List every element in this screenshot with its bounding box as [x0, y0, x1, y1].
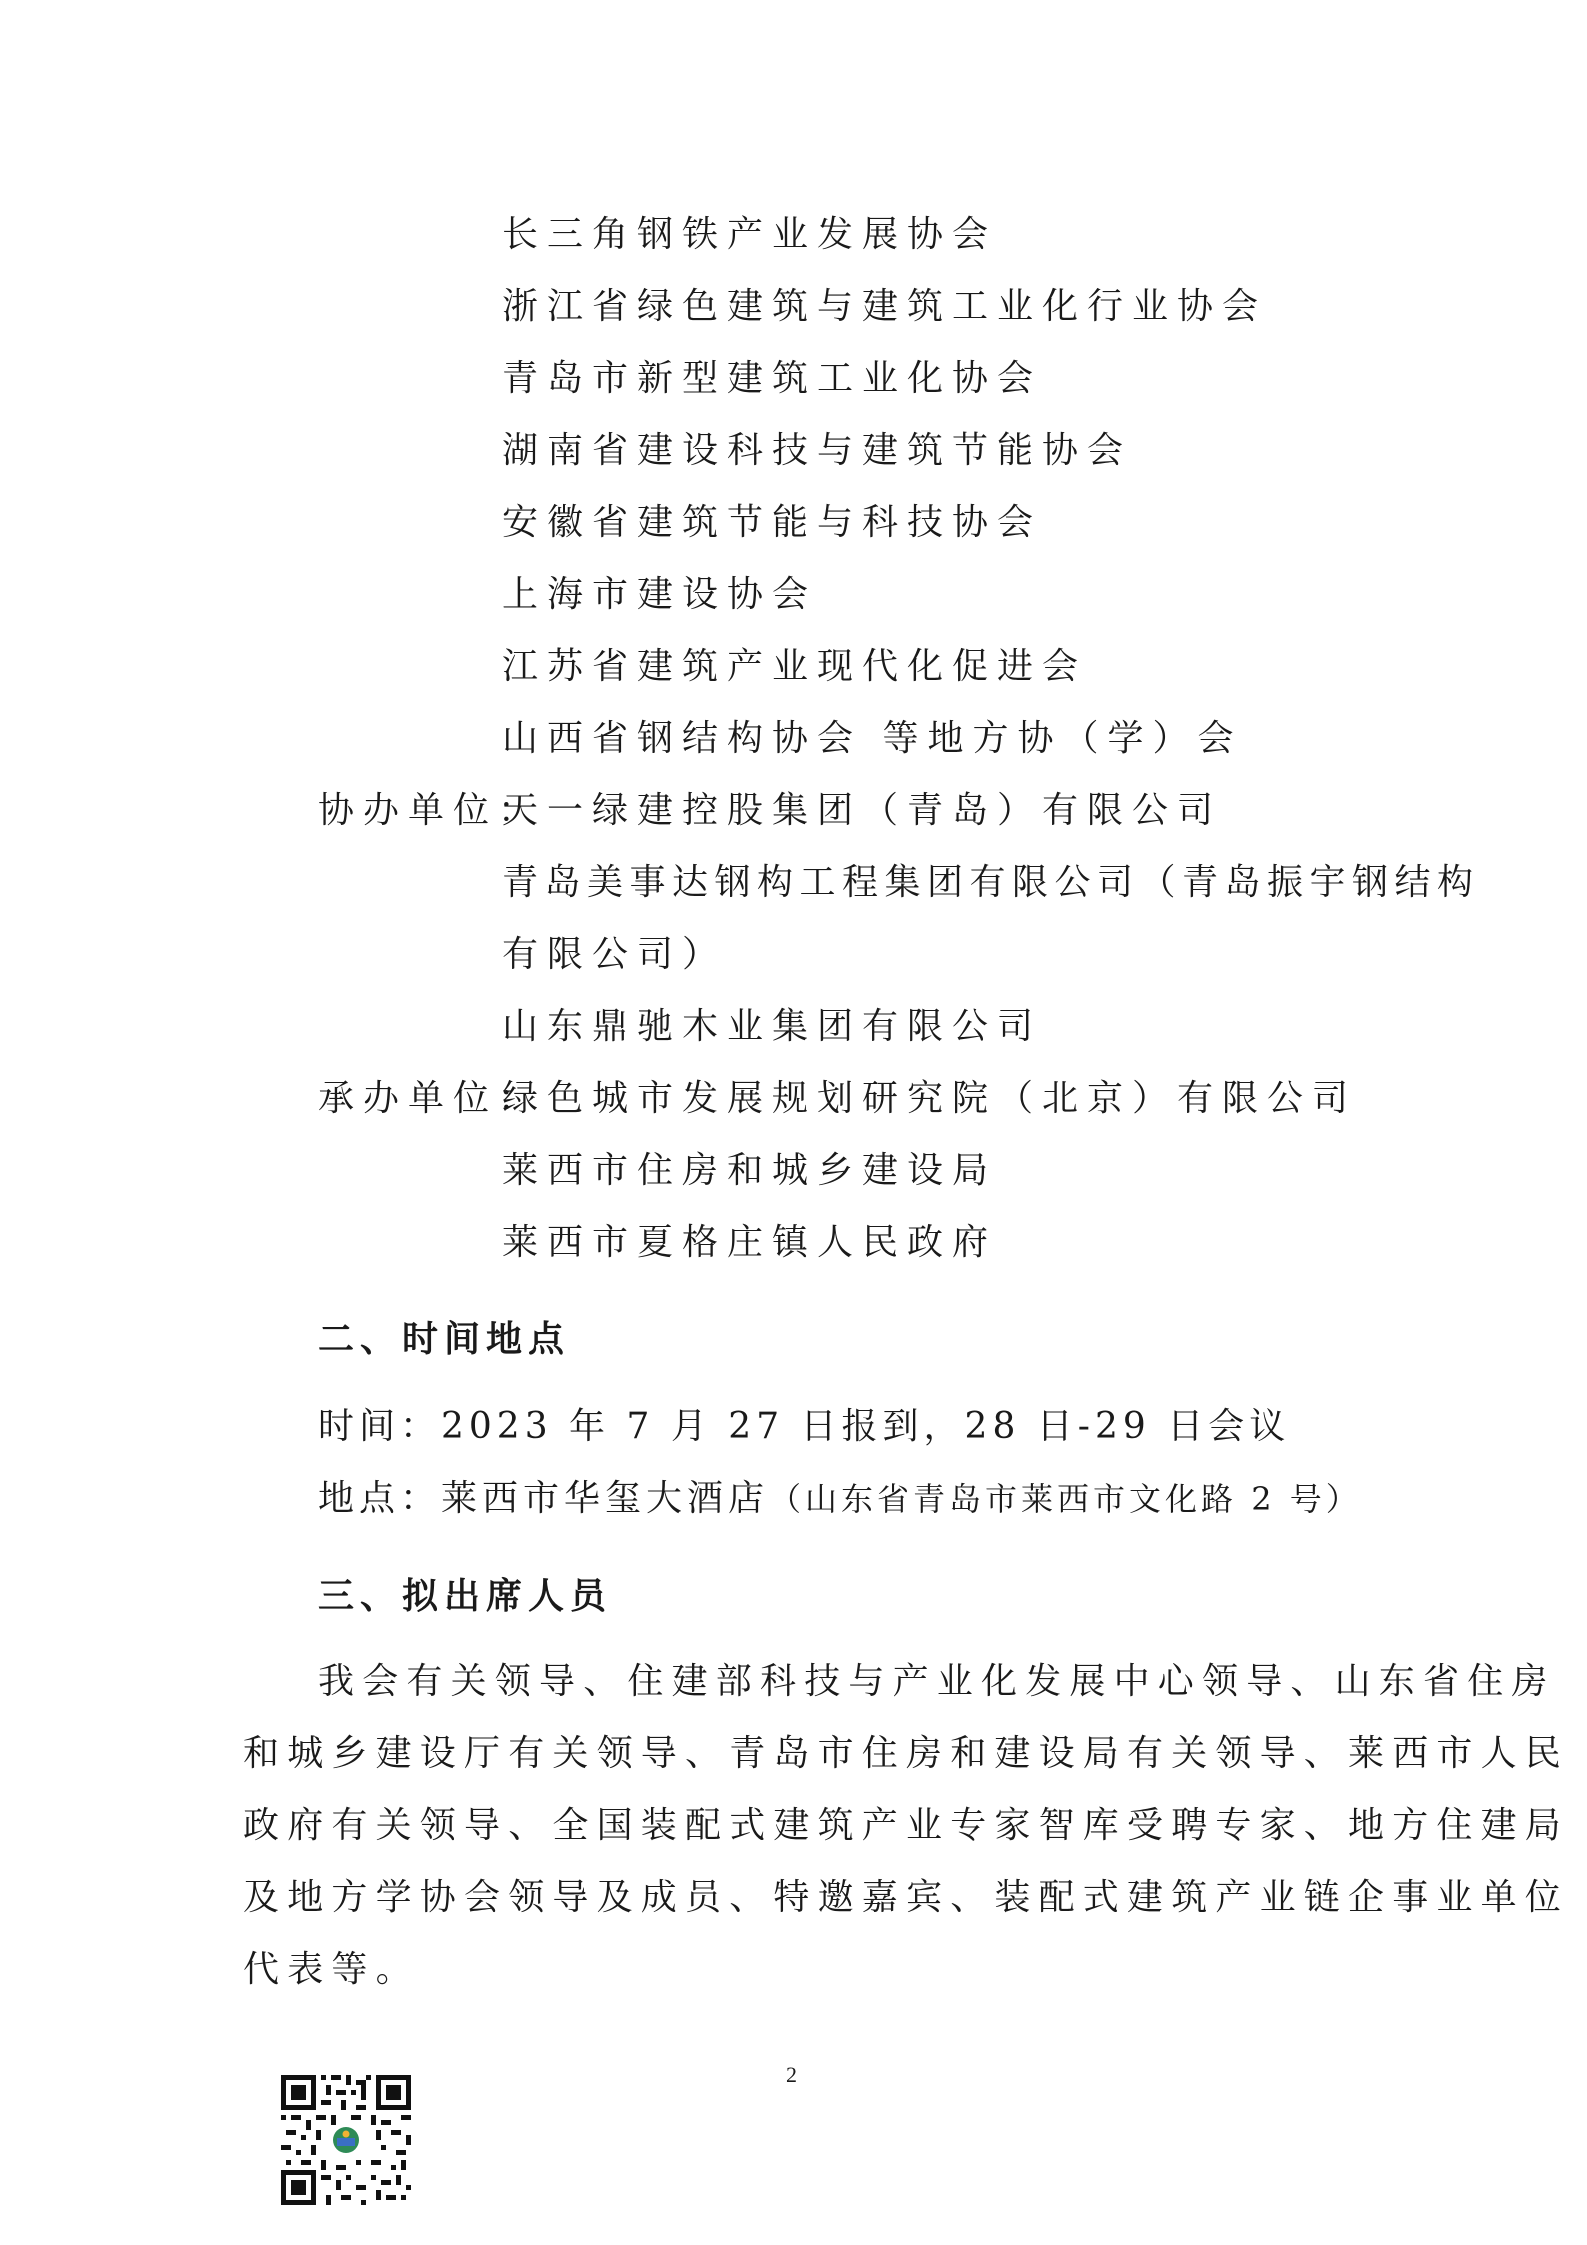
organizer-item: 长三角钢铁产业发展协会 [502, 214, 998, 255]
organizer-item: 江苏省建筑产业现代化促进会 [502, 646, 1088, 687]
attendees-paragraph-line: 和城乡建设厅有关领导、青岛市住房和建设局有关领导、莱西市人民 [243, 1733, 1570, 1774]
meeting-place-label: 地点：莱西市华玺大酒店 [318, 1478, 770, 1519]
organizer-item: 浙江省绿色建筑与建筑工业化行业协会 [502, 286, 1268, 327]
organizer-item: 青岛市新型建筑工业化协会 [502, 358, 1043, 399]
host-item: 莱西市夏格庄镇人民政府 [502, 1222, 998, 1263]
host-item: 绿色城市发展规划研究院（北京）有限公司 [502, 1078, 1358, 1119]
attendees-paragraph-line: 我会有关领导、住建部科技与产业化发展中心领导、山东省住房 [318, 1661, 1556, 1702]
organizer-item: 安徽省建筑节能与科技协会 [502, 502, 1043, 543]
meeting-time: 时间：2023 年 7 月 27 日报到，28 日-29 日会议 [318, 1406, 1291, 1447]
attendees-paragraph-line: 代表等。 [243, 1949, 420, 1990]
co-organizer-item: 天一绿建控股集团（青岛）有限公司 [502, 790, 1223, 831]
meeting-place-detail: （山东省青岛市莱西市文化路 2 号） [769, 1480, 1362, 1518]
hosts-label: 承办单位： [318, 1078, 544, 1119]
organizer-item: 上海市建设协会 [502, 574, 818, 615]
attendees-paragraph-line: 政府有关领导、全国装配式建筑产业专家智库受聘专家、地方住建局 [243, 1805, 1570, 1846]
organizer-item: 湖南省建设科技与建筑节能协会 [502, 430, 1133, 471]
co-organizer-item: 有限公司） [502, 934, 728, 975]
organizer-item: 山西省钢结构协会 等地方协（学）会 [502, 718, 1243, 759]
host-item: 莱西市住房和城乡建设局 [502, 1150, 998, 1191]
co-organizers-label: 协办单位： [318, 790, 544, 831]
co-organizer-item: 青岛美事达钢构工程集团有限公司（青岛振宇钢结构 [502, 862, 1480, 903]
attendees-paragraph-line: 及地方学协会领导及成员、特邀嘉宾、装配式建筑产业链企事业单位 [243, 1877, 1570, 1918]
co-organizer-item: 山东鼎驰木业集团有限公司 [502, 1006, 1043, 1047]
meeting-place [318, 1477, 1362, 1521]
page-number: 2 [786, 2062, 797, 2087]
section-heading-time-place: 二、时间地点 [318, 1319, 571, 1360]
qr-code-icon [281, 2075, 411, 2205]
section-heading-attendees: 三、拟出席人员 [318, 1576, 613, 1617]
